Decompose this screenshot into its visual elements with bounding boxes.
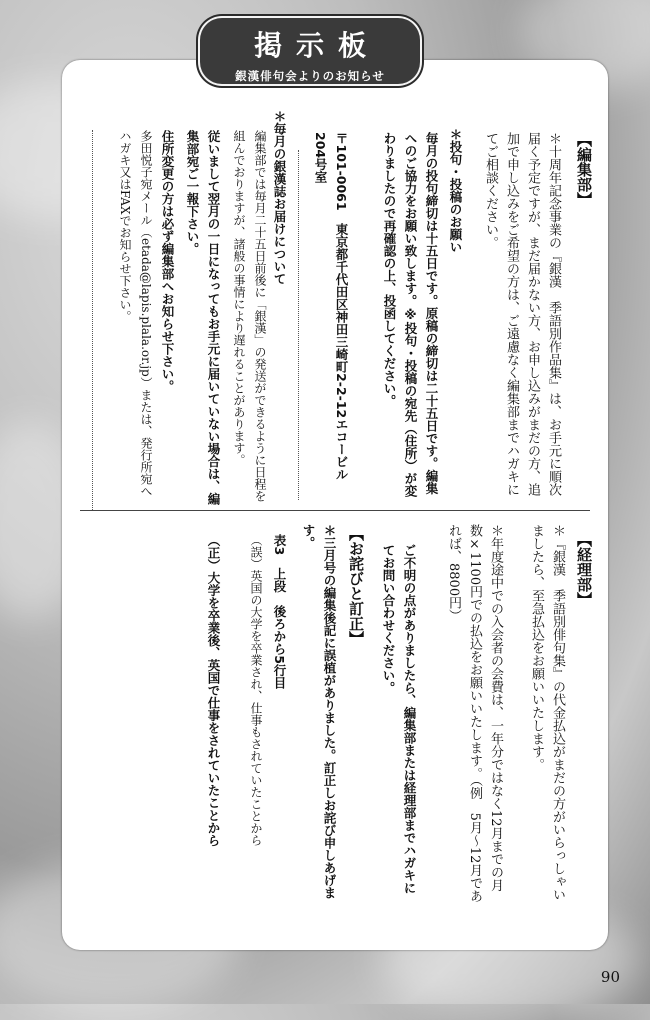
- submission-text: 毎月の投句締切は十五日です。原稿の締切は二十五日です。編集へのご協力をお願い致します。※投句・投稿の宛先（住所）が変わりましたので再確認の上、投函してください。: [382, 132, 439, 497]
- page-number: 90: [600, 968, 620, 986]
- column-divider: [92, 130, 93, 510]
- notice-panel: [62, 60, 608, 950]
- delivery-heading: ＊毎月の銀漢誌お届けについて: [272, 110, 287, 285]
- correction-wrong: （誤）英国の大学を卒業され、仕事もされていたことから: [249, 534, 263, 846]
- correction-right: （正）大学を卒業後、英国で仕事をされていたことから: [206, 534, 221, 847]
- membership-fee-notice: ＊年度途中での入会者の会費は、一年分ではなく12月までの月数×1100円での払込をお願いいたします。（例 5月〜12月であれば、8800円）: [446, 524, 503, 903]
- anniversary-notice: ＊十周年記念事業の『銀漢 季語別作品集』は、お手元に順次届く予定ですが、まだ届かない方、お申し込みがまだの方、追加で申し込みをご希望の方は、ご遠慮なく編集部までハガキにてご相談ください。: [483, 132, 561, 496]
- editorial-heading: 【編集部】: [575, 132, 593, 207]
- payment-notice: ＊『銀漢 季語別俳句集』の代金払込がまだの方がいらっしゃいましたら、至急払込をお願いいたします。: [529, 524, 565, 901]
- bulletin-board-banner: [200, 18, 420, 84]
- address-change-notice: 住所変更の方は必ず編集部へお知らせ下さい。: [160, 130, 175, 393]
- address-change-contact: 多田悦子宛メール（etada@lapis.plala.or.jp）または、発行所宛へハガキ又はFAXでお知らせ下さい。: [118, 130, 153, 497]
- accounting-heading: 【経理部】: [575, 532, 593, 607]
- submission-heading: ＊投句・投稿のお願い: [448, 128, 463, 253]
- delivery-warning: 従いまして翌月の一日になってもお手元に届いていない場合は、編集部宛ご一報下さい。: [185, 130, 221, 505]
- accounting-inquiry: ご不明の点がありましたら、編集部または経理部までハガキにてお問い合わせください。: [381, 544, 417, 894]
- correction-notice: ＊三月号の編集後記に誤植がありました。訂正しお詫び申しあげます。: [301, 524, 337, 899]
- banner-title: 掲示板: [253, 29, 380, 62]
- banner-subtitle: 銀漢俳句会よりのお知らせ: [235, 69, 385, 83]
- section-divider: [80, 510, 590, 511]
- mailing-address: 〒101-0061 東京都千代田区神田三崎町2-2-12エコービル204号室: [313, 132, 349, 481]
- correction-heading: 【お詫びと訂正】: [347, 526, 365, 646]
- correction-location: 表3 上段 後ろから5行目: [272, 534, 287, 689]
- delivery-text: 編集部では毎月二十五日前後に「銀漢」の発送ができるように日程を組んでおりますが、諸般の事情により遅れることがあります。: [232, 130, 267, 502]
- column-divider: [298, 150, 299, 500]
